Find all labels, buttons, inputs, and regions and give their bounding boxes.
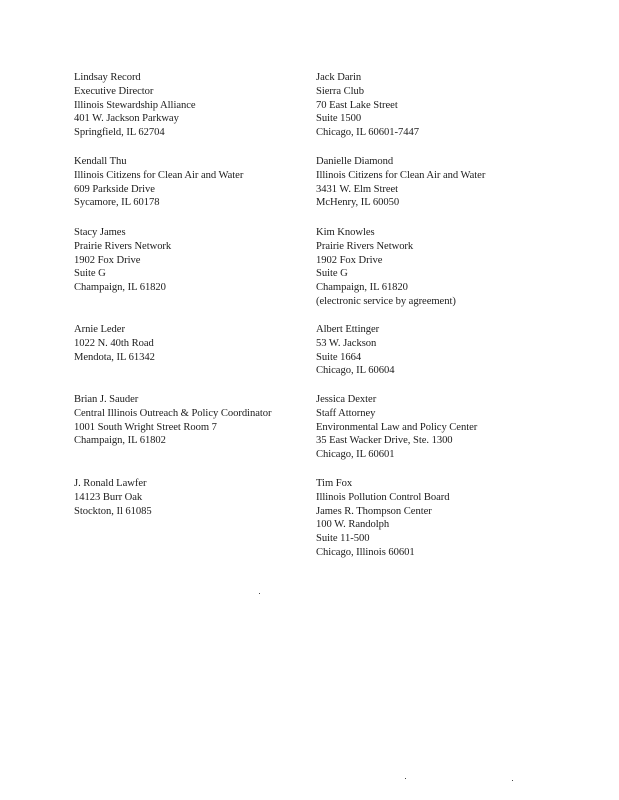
contact-street: 1022 N. 40th Road — [74, 337, 154, 349]
contact-organization: Illinois Citizens for Clean Air and Water — [74, 169, 244, 181]
contact-name: Kim Knowles — [316, 227, 375, 238]
contact-city: Springfield, IL 62704 — [74, 127, 165, 139]
contact-organization: Illinois Stewardship Alliance — [74, 99, 196, 111]
address-block-brian-sauder — [74, 393, 271, 448]
scan-speck — [405, 778, 406, 779]
contact-suite: Suite G — [316, 268, 348, 280]
contact-organization: Illinois Citizens for Clean Air and Water — [316, 169, 486, 181]
contact-street: 1902 Fox Drive — [316, 254, 383, 266]
contact-city: Mendota, IL 61342 — [74, 351, 155, 363]
contact-name: Albert Ettinger — [316, 324, 380, 335]
contact-building: James R. Thompson Center — [316, 505, 432, 517]
contact-name: Tim Fox — [316, 478, 353, 489]
address-block-danielle-diamond — [316, 155, 485, 210]
address-block-jack-darin — [316, 71, 419, 140]
scan-speck — [259, 593, 260, 594]
contact-city: Sycamore, IL 60178 — [74, 197, 160, 209]
address-block-jessica-dexter — [316, 393, 477, 462]
contact-organization: Illinois Pollution Control Board — [316, 491, 450, 503]
contact-street: 1001 South Wright Street Room 7 — [74, 421, 217, 433]
contact-name: Brian J. Sauder — [74, 394, 139, 405]
contact-street: 70 East Lake Street — [316, 99, 398, 111]
contact-street: 100 W. Randolph — [316, 519, 390, 531]
contact-city: Chicago, IL 60601 — [316, 449, 395, 461]
contact-street: 14123 Burr Oak — [74, 491, 143, 503]
contact-street: 3431 W. Elm Street — [316, 183, 399, 195]
contact-street: 53 W. Jackson — [316, 337, 377, 349]
contact-organization: Sierra Club — [316, 85, 364, 97]
contact-city: Chicago, Illinois 60601 — [316, 546, 415, 558]
contact-name: Lindsay Record — [74, 72, 141, 83]
address-block-stacy-james — [74, 226, 171, 295]
contact-title: Executive Director — [74, 85, 154, 97]
scan-speck — [512, 780, 513, 781]
address-block-albert-ettinger — [316, 323, 395, 378]
contact-street: 609 Parkside Drive — [74, 183, 155, 195]
contact-city: Chicago, IL 60601-7447 — [316, 127, 419, 139]
contact-street: 1902 Fox Drive — [74, 254, 141, 266]
contact-title: Staff Attorney — [316, 407, 376, 419]
contact-suite: Suite 1500 — [316, 113, 362, 125]
address-block-kendall-thu — [74, 155, 243, 210]
contact-city: Champaign, IL 61820 — [316, 282, 408, 294]
contact-city: Chicago, IL 60604 — [316, 365, 395, 377]
address-block-kim-knowles — [316, 226, 456, 309]
contact-name: Kendall Thu — [74, 156, 127, 167]
address-block-ronald-lawfer — [74, 477, 152, 518]
contact-suite: Suite G — [74, 268, 106, 280]
contact-name: Stacy James — [74, 227, 126, 238]
contact-city: McHenry, IL 60050 — [316, 197, 400, 209]
contact-organization: Prairie Rivers Network — [316, 240, 414, 252]
contact-organization: Prairie Rivers Network — [74, 240, 172, 252]
contact-name: J. Ronald Lawfer — [74, 478, 147, 489]
contact-name: Arnie Leder — [74, 324, 125, 335]
contact-organization: Environmental Law and Policy Center — [316, 421, 478, 433]
service-note: (electronic service by agreement) — [316, 295, 456, 307]
address-block-tim-fox — [316, 477, 449, 560]
contact-name: Jack Darin — [316, 72, 362, 83]
contact-city: Champaign, IL 61820 — [74, 282, 166, 294]
contact-city: Stockton, Il 61085 — [74, 505, 152, 517]
contact-title: Central Illinois Outreach & Policy Coordinator — [74, 407, 272, 419]
contact-suite: Suite 11-500 — [316, 533, 370, 545]
address-block-arnie-leder — [74, 323, 155, 364]
contact-street: 35 East Wacker Drive, Ste. 1300 — [316, 435, 453, 447]
contact-suite: Suite 1664 — [316, 351, 362, 363]
address-block-lindsay-record — [74, 71, 196, 140]
contact-name: Jessica Dexter — [316, 394, 377, 405]
contact-city: Champaign, IL 61802 — [74, 435, 166, 447]
contact-street: 401 W. Jackson Parkway — [74, 113, 179, 125]
contact-name: Danielle Diamond — [316, 156, 394, 167]
